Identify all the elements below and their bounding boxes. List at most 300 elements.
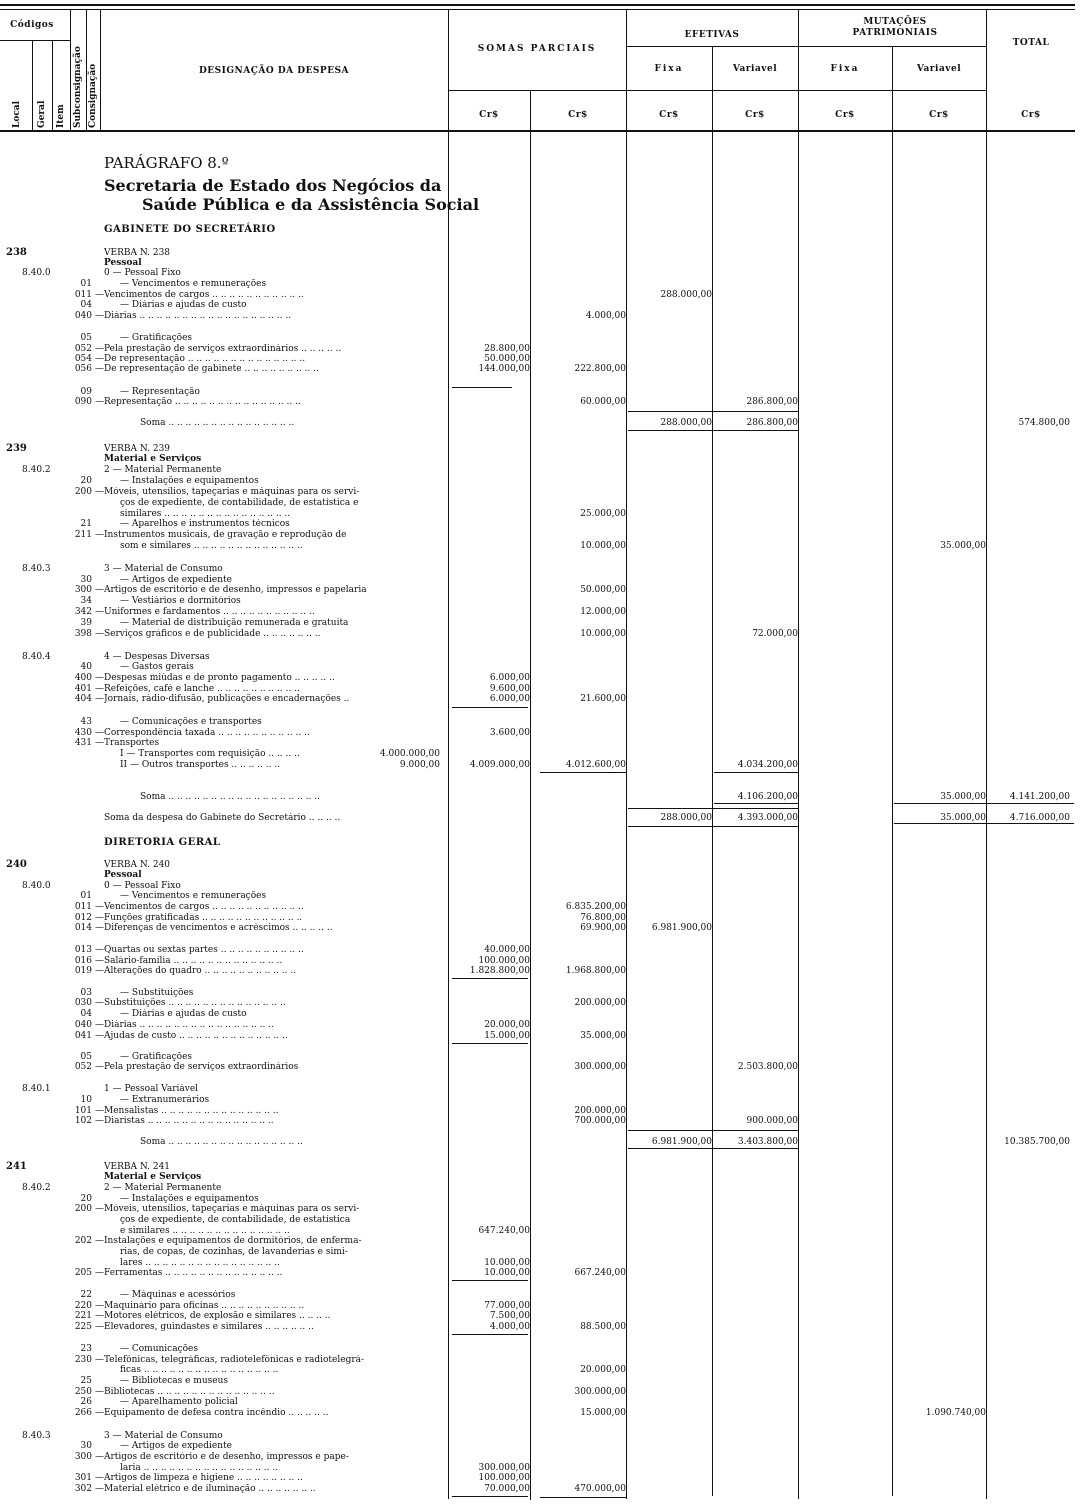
row-description: Diaristas .. .. .. .. .. .. .. .. .. .. .. .. .. .. .. (104, 1116, 274, 1126)
item-code: 205 (74, 1268, 92, 1278)
row-description: — Extranumerários (120, 1095, 210, 1105)
table-row (0, 530, 1083, 540)
somas-parciais-value-1: 3.600,00 (489, 728, 530, 738)
item-code: 23 (80, 1344, 92, 1354)
item-code: 05 (80, 333, 92, 343)
code-separator: — (95, 1484, 104, 1494)
table-row (0, 913, 1083, 923)
row-description: VERBA N. 239 (104, 444, 171, 454)
row-description: rias, de copas, de cozinhas, de lavanderias e simi- (120, 1247, 348, 1257)
row-description: — Máquinas e acessórios (120, 1290, 236, 1300)
row-description: Despesas miúdas e de pronto pagamento .. .. .. .. .. (104, 673, 335, 683)
row-description: ços de expediente, de contabilidade, de estatística (120, 1215, 351, 1225)
row-description: Correspondência taxada .. .. .. .. .. .. .. .. .. .. .. (104, 728, 310, 738)
somas-parciais-value-1: 144.000,00 (478, 364, 530, 374)
secretaria-title-line2: Saúde Pública e da Assistência Social (142, 195, 480, 214)
row-description: Telefônicas, telegráficas, radiotelefônicas e radiotelegrá- (104, 1355, 365, 1365)
somas-parciais-value-1: 7.500,00 (489, 1311, 530, 1321)
item-code: 40 (80, 662, 92, 672)
row-description: Equipamento de defesa contra incêndio .. .. .. .. .. (104, 1408, 329, 1418)
table-row (0, 607, 1083, 617)
row-description: — Bibliotecas e museus (120, 1376, 228, 1386)
row-description: 3 — Material de Consumo (104, 1431, 223, 1441)
row-description: — Representação (120, 387, 200, 397)
row-description: Representação .. .. .. .. .. .. .. .. .. .. .. .. .. .. .. (104, 397, 301, 407)
somas-parciais-value-1: 4.000,00 (489, 1322, 530, 1332)
item-code: 014 (74, 923, 92, 933)
local-code: 8.40.2 (22, 465, 51, 475)
table-row (0, 1172, 1083, 1182)
table-row (0, 1226, 1083, 1236)
table-row (0, 279, 1083, 289)
item-code: 221 (74, 1311, 92, 1321)
somas-parciais-value-2: 667.240,00 (574, 1268, 626, 1278)
table-row (0, 945, 1083, 955)
row-description: Soma .. .. .. .. .. .. .. .. .. .. .. .. .. .. .. .. .. .. (140, 792, 320, 802)
item-code: 200 (74, 1204, 92, 1214)
row-description: Substituições .. .. .. .. .. .. .. .. .. .. .. .. .. .. (104, 998, 286, 1008)
currency-col3: Cr$ (659, 110, 679, 120)
secretaria-title-line1: Secretaria de Estado dos Negócios da (104, 176, 442, 195)
local-code: 8.40.3 (22, 1431, 51, 1441)
row-description: — Comunicações (120, 1344, 198, 1354)
table-row (0, 1009, 1083, 1019)
row-description: Funções gratificadas .. .. .. .. .. .. .. .. .. .. .. .. (104, 913, 303, 923)
table-row (0, 1463, 1083, 1473)
table-row (0, 1084, 1083, 1094)
code-separator: — (95, 344, 104, 354)
item-code: 300 (74, 1452, 92, 1462)
item-code: 05 (80, 1052, 92, 1062)
table-row (0, 1397, 1083, 1407)
table-row (0, 738, 1083, 748)
row-description: — Vencimentos e remunerações (120, 891, 267, 901)
item-code: 01 (80, 891, 92, 901)
currency-col7: Cr$ (1021, 110, 1041, 120)
somas-parciais-value-2: 200.000,00 (574, 1106, 626, 1116)
code-separator: — (95, 998, 104, 1008)
table-row (0, 860, 1083, 870)
row-description: — Diárias e ajudas de custo (120, 300, 247, 310)
row-description: — Aparelhamento policial (120, 1397, 238, 1407)
table-row (0, 1441, 1083, 1451)
table-row (0, 1194, 1083, 1204)
item-code: 398 (74, 629, 92, 639)
item-code: 04 (80, 300, 92, 310)
table-row (0, 1258, 1083, 1268)
table-row (0, 444, 1083, 454)
item-code: 102 (74, 1116, 92, 1126)
item-code: 26 (80, 1397, 92, 1407)
col-local-header: Local (12, 100, 22, 128)
table-row (0, 596, 1083, 606)
item-code: 404 (74, 694, 92, 704)
table-row (0, 1236, 1083, 1246)
row-description: Artigos de escritório e de desenho, impressos e pape- (104, 1452, 349, 1462)
code-separator: — (95, 1020, 104, 1030)
item-code: 430 (74, 728, 92, 738)
table-row (0, 465, 1083, 475)
row-description: — Comunicações e transportes (120, 717, 262, 727)
table-row (0, 1387, 1083, 1397)
table-row (0, 694, 1083, 704)
local-code: 8.40.1 (22, 1084, 51, 1094)
table-row (0, 300, 1083, 310)
row-description: Pela prestação de serviços extraordinários .. .. .. .. .. (104, 344, 342, 354)
codigos-header: Códigos (10, 20, 54, 30)
row-description: Refeições, café e lanche .. .. .. .. .. .. .. .. .. .. (104, 684, 300, 694)
code-separator: — (95, 913, 104, 923)
row-description: Uniformes e fardamentos .. .. .. .. .. .. .. .. .. .. .. (104, 607, 315, 617)
row-description: Pessoal (104, 258, 142, 268)
table-row (0, 585, 1083, 595)
somas-parciais-value-2: 15.000,00 (580, 1408, 626, 1418)
table-row (0, 575, 1083, 585)
item-code: 30 (80, 1441, 92, 1451)
table-row (0, 870, 1083, 880)
item-code: 301 (74, 1473, 92, 1483)
table-row (0, 1452, 1083, 1462)
row-description: Instalações e equipamentos de dormitórios, de enferma- (104, 1236, 362, 1246)
row-description: Móveis, utensílios, tapeçarias e máquinas para os servi- (104, 487, 360, 497)
table-row (0, 1031, 1083, 1041)
somas-parciais-value-2: 300.000,00 (574, 1387, 626, 1397)
efetivas-variavel-value: 286.800,00 (746, 418, 798, 428)
row-description: — Diárias e ajudas de custo (120, 1009, 247, 1019)
code-separator: — (95, 1387, 104, 1397)
row-description: ficas .. .. .. .. .. .. .. .. .. .. .. .. .. .. .. .. (120, 1365, 279, 1375)
table-row (0, 509, 1083, 519)
code-separator: — (95, 1301, 104, 1311)
code-separator: — (95, 1452, 104, 1462)
row-description: Material e Serviços (104, 454, 202, 464)
row-description: — Vencimentos e remunerações (120, 279, 267, 289)
diretoria-heading: DIRETORIA GERAL (104, 837, 221, 848)
row-description: — Aparelhos e instrumentos técnicos (120, 519, 290, 529)
code-separator: — (95, 728, 104, 738)
total-value: 574.800,00 (1018, 418, 1070, 428)
item-code: 011 (74, 902, 92, 912)
col-geral-header: Geral (37, 100, 47, 128)
row-description: 2 — Material Permanente (104, 1183, 222, 1193)
code-separator: — (95, 694, 104, 704)
somas-parciais-value-2: 69.900,00 (580, 923, 626, 933)
row-description: Artigos de limpeza e higiene .. .. .. .. .. .. .. .. (104, 1473, 303, 1483)
code-separator: — (95, 1204, 104, 1214)
mutacoes-header: MUTAÇÕES PATRIMONIAIS (852, 17, 938, 38)
somas-parciais-value-2: 6.835.200,00 (565, 902, 626, 912)
row-description: 1 — Pessoal Variável (104, 1084, 199, 1094)
item-code: 030 (74, 998, 92, 1008)
code-separator: — (95, 945, 104, 955)
table-row (0, 662, 1083, 672)
somas-parciais-value-1: 4.009.000,00 (469, 760, 530, 770)
table-row (0, 311, 1083, 321)
efetivas-variavel-value: 4.106.200,00 (737, 792, 798, 802)
row-description: Serviços gráficos e de publicidade .. .. .. .. .. .. .. (104, 629, 321, 639)
somas-parciais-value-1: 100.000,00 (478, 1473, 530, 1483)
code-separator: — (95, 1355, 104, 1365)
table-row (0, 268, 1083, 278)
row-description: Quartas ou sextas partes .. .. .. .. .. .. .. .. .. .. (104, 945, 304, 955)
table-row (0, 717, 1083, 727)
code-separator: — (95, 629, 104, 639)
somas-parciais-header: SOMAS PARCIAIS (477, 44, 597, 54)
currency-col5: Cr$ (835, 110, 855, 120)
item-code: 34 (80, 596, 92, 606)
row-description: Material e Serviços (104, 1172, 202, 1182)
table-row (0, 1473, 1083, 1483)
table-row (0, 813, 1083, 823)
row-description: 0 — Pessoal Fixo (104, 268, 181, 278)
efetivas-fixa-header: Fixa (654, 64, 684, 74)
table-row (0, 541, 1083, 551)
row-description: Soma .. .. .. .. .. .. .. .. .. .. .. .. .. .. .. .. (140, 1137, 303, 1147)
row-description: Motores elétricos, de explosão e similares .. .. .. .. (104, 1311, 331, 1321)
local-code: 8.40.3 (22, 564, 51, 574)
table-row (0, 354, 1083, 364)
mutacoes-variavel-value: 35.000,00 (940, 813, 986, 823)
somas-parciais-value-2: 10.000,00 (580, 629, 626, 639)
item-code: 200 (74, 487, 92, 497)
item-code: 43 (80, 717, 92, 727)
efetivas-fixa-value: 288.000,00 (660, 813, 712, 823)
item-code: 266 (74, 1408, 92, 1418)
row-description: I — Transportes com requisição .. .. .. .. (120, 749, 300, 759)
somas-parciais-value-2: 1.968.800,00 (565, 966, 626, 976)
row-description: De representação de gabinete .. .. .. .. .. .. .. .. .. (104, 364, 319, 374)
row-description: 2 — Material Permanente (104, 465, 222, 475)
somas-parciais-value-2: 25.000,00 (580, 509, 626, 519)
table-row (0, 397, 1083, 407)
table-row (0, 1344, 1083, 1354)
item-code: 04 (80, 1009, 92, 1019)
somas-parciais-value-1: 40.000,00 (484, 945, 530, 955)
item-code: 300 (74, 585, 92, 595)
efetivas-variavel-value: 286.800,00 (746, 397, 798, 407)
item-code: 20 (80, 1194, 92, 1204)
somas-parciais-value-1: 6.000,00 (489, 694, 530, 704)
row-description: Ferramentas .. .. .. .. .. .. .. .. .. .. .. .. .. .. (104, 1268, 283, 1278)
item-code: 040 (74, 1020, 92, 1030)
verba-code: 240 (6, 859, 27, 870)
row-description: Diferenças de vencimentos e acréscimos .. .. .. .. .. (104, 923, 333, 933)
efetivas-variavel-value: 2.503.800,00 (737, 1062, 798, 1072)
table-row (0, 966, 1083, 976)
gabinete-heading: GABINETE DO SECRETÁRIO (104, 224, 276, 235)
sub-value: 4.000.000,00 (379, 749, 440, 759)
paragrafo-title: PARÁGRAFO 8.º (104, 154, 229, 172)
col-subconsig-header: Subconsignação (73, 46, 83, 128)
code-separator: — (95, 1116, 104, 1126)
somas-parciais-value-2: 50.000,00 (580, 585, 626, 595)
item-code: 400 (74, 673, 92, 683)
table-row (0, 792, 1083, 802)
table-row (0, 1183, 1083, 1193)
mutacoes-variavel-value: 35.000,00 (940, 541, 986, 551)
row-description: — Gastos gerais (120, 662, 194, 672)
table-row (0, 387, 1083, 397)
row-description: 4 — Despesas Diversas (104, 652, 210, 662)
designacao-header: DESIGNAÇÃO DA DESPESA (198, 66, 350, 76)
table-row (0, 564, 1083, 574)
table-row (0, 1215, 1083, 1225)
total-header: TOTAL (1012, 38, 1050, 48)
item-code: 019 (74, 966, 92, 976)
table-row (0, 1268, 1083, 1278)
somas-parciais-value-2: 76.800,00 (580, 913, 626, 923)
table-row (0, 1484, 1083, 1494)
code-separator: — (95, 1408, 104, 1418)
code-separator: — (95, 397, 104, 407)
table-row (0, 618, 1083, 628)
row-description: som e similares .. .. .. .. .. .. .. .. .. .. .. .. .. (120, 541, 303, 551)
table-row (0, 1301, 1083, 1311)
row-description: Bibliotecas .. .. .. .. .. .. .. .. .. .. .. .. .. .. (104, 1387, 275, 1397)
local-code: 8.40.4 (22, 652, 51, 662)
table-row (0, 1204, 1083, 1214)
row-description: Artigos de escritório e de desenho, impressos e papelaria (104, 585, 367, 595)
somas-parciais-value-2: 20.000,00 (580, 1365, 626, 1375)
row-description: VERBA N. 240 (104, 860, 171, 870)
item-code: 20 (80, 476, 92, 486)
row-description: Vencimentos de cargos .. .. .. .. .. .. .. .. .. .. .. (104, 902, 304, 912)
item-code: 040 (74, 311, 92, 321)
somas-parciais-value-1: 6.000,00 (489, 673, 530, 683)
row-description: — Instalações e equipamentos (120, 476, 259, 486)
mutacoes-fixa-header: Fixa (830, 64, 860, 74)
code-separator: — (95, 290, 104, 300)
somas-parciais-value-1: 15.000,00 (484, 1031, 530, 1041)
currency-col6: Cr$ (929, 110, 949, 120)
table-row (0, 1106, 1083, 1116)
table-row (0, 684, 1083, 694)
somas-parciais-value-1: 300.000,00 (478, 1463, 530, 1473)
item-code: 012 (74, 913, 92, 923)
row-description: — Artigos de expediente (120, 575, 232, 585)
row-description: Alterações do quadro .. .. .. .. .. .. .. .. .. .. .. (104, 966, 297, 976)
table-row (0, 1365, 1083, 1375)
table-row (0, 1062, 1083, 1072)
somas-parciais-value-1: 20.000,00 (484, 1020, 530, 1030)
somas-parciais-value-2: 470.000,00 (574, 1484, 626, 1494)
item-code: 013 (74, 945, 92, 955)
table-row (0, 454, 1083, 464)
row-description: VERBA N. 238 (104, 248, 171, 258)
row-description: — Substituições (120, 988, 194, 998)
row-description: Soma .. .. .. .. .. .. .. .. .. .. .. .. .. .. .. (140, 418, 295, 428)
table-row (0, 344, 1083, 354)
item-code: 016 (74, 956, 92, 966)
code-separator: — (95, 1031, 104, 1041)
col-item-header: Item (56, 104, 66, 128)
row-description: Ajudas de custo .. .. .. .. .. .. .. .. .. .. .. .. .. (104, 1031, 288, 1041)
row-description: similares .. .. .. .. .. .. .. .. .. .. .. .. .. .. .. (120, 509, 291, 519)
code-separator: — (95, 1236, 104, 1246)
table-row (0, 881, 1083, 891)
code-separator: — (95, 673, 104, 683)
efetivas-fixa-value: 6.981.900,00 (651, 923, 712, 933)
item-code: 302 (74, 1484, 92, 1494)
somas-parciais-value-1: 77.000,00 (484, 1301, 530, 1311)
row-description: — Gratificações (120, 1052, 193, 1062)
item-code: 09 (80, 387, 92, 397)
item-code: 39 (80, 618, 92, 628)
item-code: 21 (80, 519, 92, 529)
mutacoes-variavel-header: Variavel (916, 64, 962, 74)
row-description: laria .. .. .. .. .. .. .. .. .. .. .. .. .. .. .. .. (120, 1463, 279, 1473)
row-description: lares .. .. .. .. .. .. .. .. .. .. .. .. .. .. .. .. (120, 1258, 280, 1268)
table-row (0, 988, 1083, 998)
table-row (0, 1290, 1083, 1300)
row-description: Pela prestação de serviços extraordinários (104, 1062, 299, 1072)
somas-parciais-value-2: 700.000,00 (574, 1116, 626, 1126)
item-code: 090 (74, 397, 92, 407)
row-description: 0 — Pessoal Fixo (104, 881, 181, 891)
somas-parciais-value-2: 4.000,00 (585, 311, 626, 321)
table-row (0, 673, 1083, 683)
somas-parciais-value-1: 70.000,00 (484, 1484, 530, 1494)
col-consig-header: Consignação (88, 63, 98, 128)
row-description: Maquinário para oficinas .. .. .. .. .. .. .. .. .. .. (104, 1301, 305, 1311)
row-description: De representação .. .. .. .. .. .. .. .. .. .. .. .. .. .. (104, 354, 306, 364)
code-separator: — (95, 684, 104, 694)
table-row (0, 652, 1083, 662)
row-description: Mensalistas .. .. .. .. .. .. .. .. .. .. .. .. .. .. (104, 1106, 279, 1116)
code-separator: — (95, 1268, 104, 1278)
table-row (0, 1408, 1083, 1418)
somas-parciais-value-2: 10.000,00 (580, 541, 626, 551)
efetivas-variavel-value: 3.403.800,00 (737, 1137, 798, 1147)
table-row (0, 1355, 1083, 1365)
table-row (0, 1052, 1083, 1062)
code-separator: — (95, 585, 104, 595)
mutacoes-variavel-value: 1.090.740,00 (925, 1408, 986, 1418)
table-row (0, 258, 1083, 268)
code-separator: — (95, 354, 104, 364)
efetivas-header: EFETIVAS (684, 30, 740, 40)
row-description: 3 — Material de Consumo (104, 564, 223, 574)
somas-parciais-value-1: 9.600,00 (489, 684, 530, 694)
total-value: 4.716.000,00 (1009, 813, 1070, 823)
row-description: Jornais, rádio-difusão, publicações e encadernações .. (104, 694, 350, 704)
somas-parciais-value-2: 4.012.600,00 (565, 760, 626, 770)
table-row (0, 1311, 1083, 1321)
row-description: ços de expediente, de contabilidade, de estatística e (120, 498, 359, 508)
code-separator: — (95, 607, 104, 617)
row-description: Salário-família .. .. .. .. .. .. .. .. .. .. .. .. .. (104, 956, 283, 966)
table-row (0, 998, 1083, 1008)
row-description: — Material de distribuição remunerada e gratuita (120, 618, 349, 628)
item-code: 03 (80, 988, 92, 998)
somas-parciais-value-2: 200.000,00 (574, 998, 626, 1008)
efetivas-variavel-value: 900.000,00 (746, 1116, 798, 1126)
table-row (0, 1095, 1083, 1105)
item-code: 101 (74, 1106, 92, 1116)
item-code: 052 (74, 344, 92, 354)
local-code: 8.40.0 (22, 881, 51, 891)
table-row (0, 290, 1083, 300)
table-row (0, 498, 1083, 508)
item-code: 401 (74, 684, 92, 694)
table-row (0, 1137, 1083, 1147)
table-row (0, 1322, 1083, 1332)
item-code: 011 (74, 290, 92, 300)
efetivas-fixa-value: 288.000,00 (660, 290, 712, 300)
table-row (0, 519, 1083, 529)
code-separator: — (95, 966, 104, 976)
row-description: Elevadores, guindastes e similares .. .. .. .. .. .. (104, 1322, 314, 1332)
